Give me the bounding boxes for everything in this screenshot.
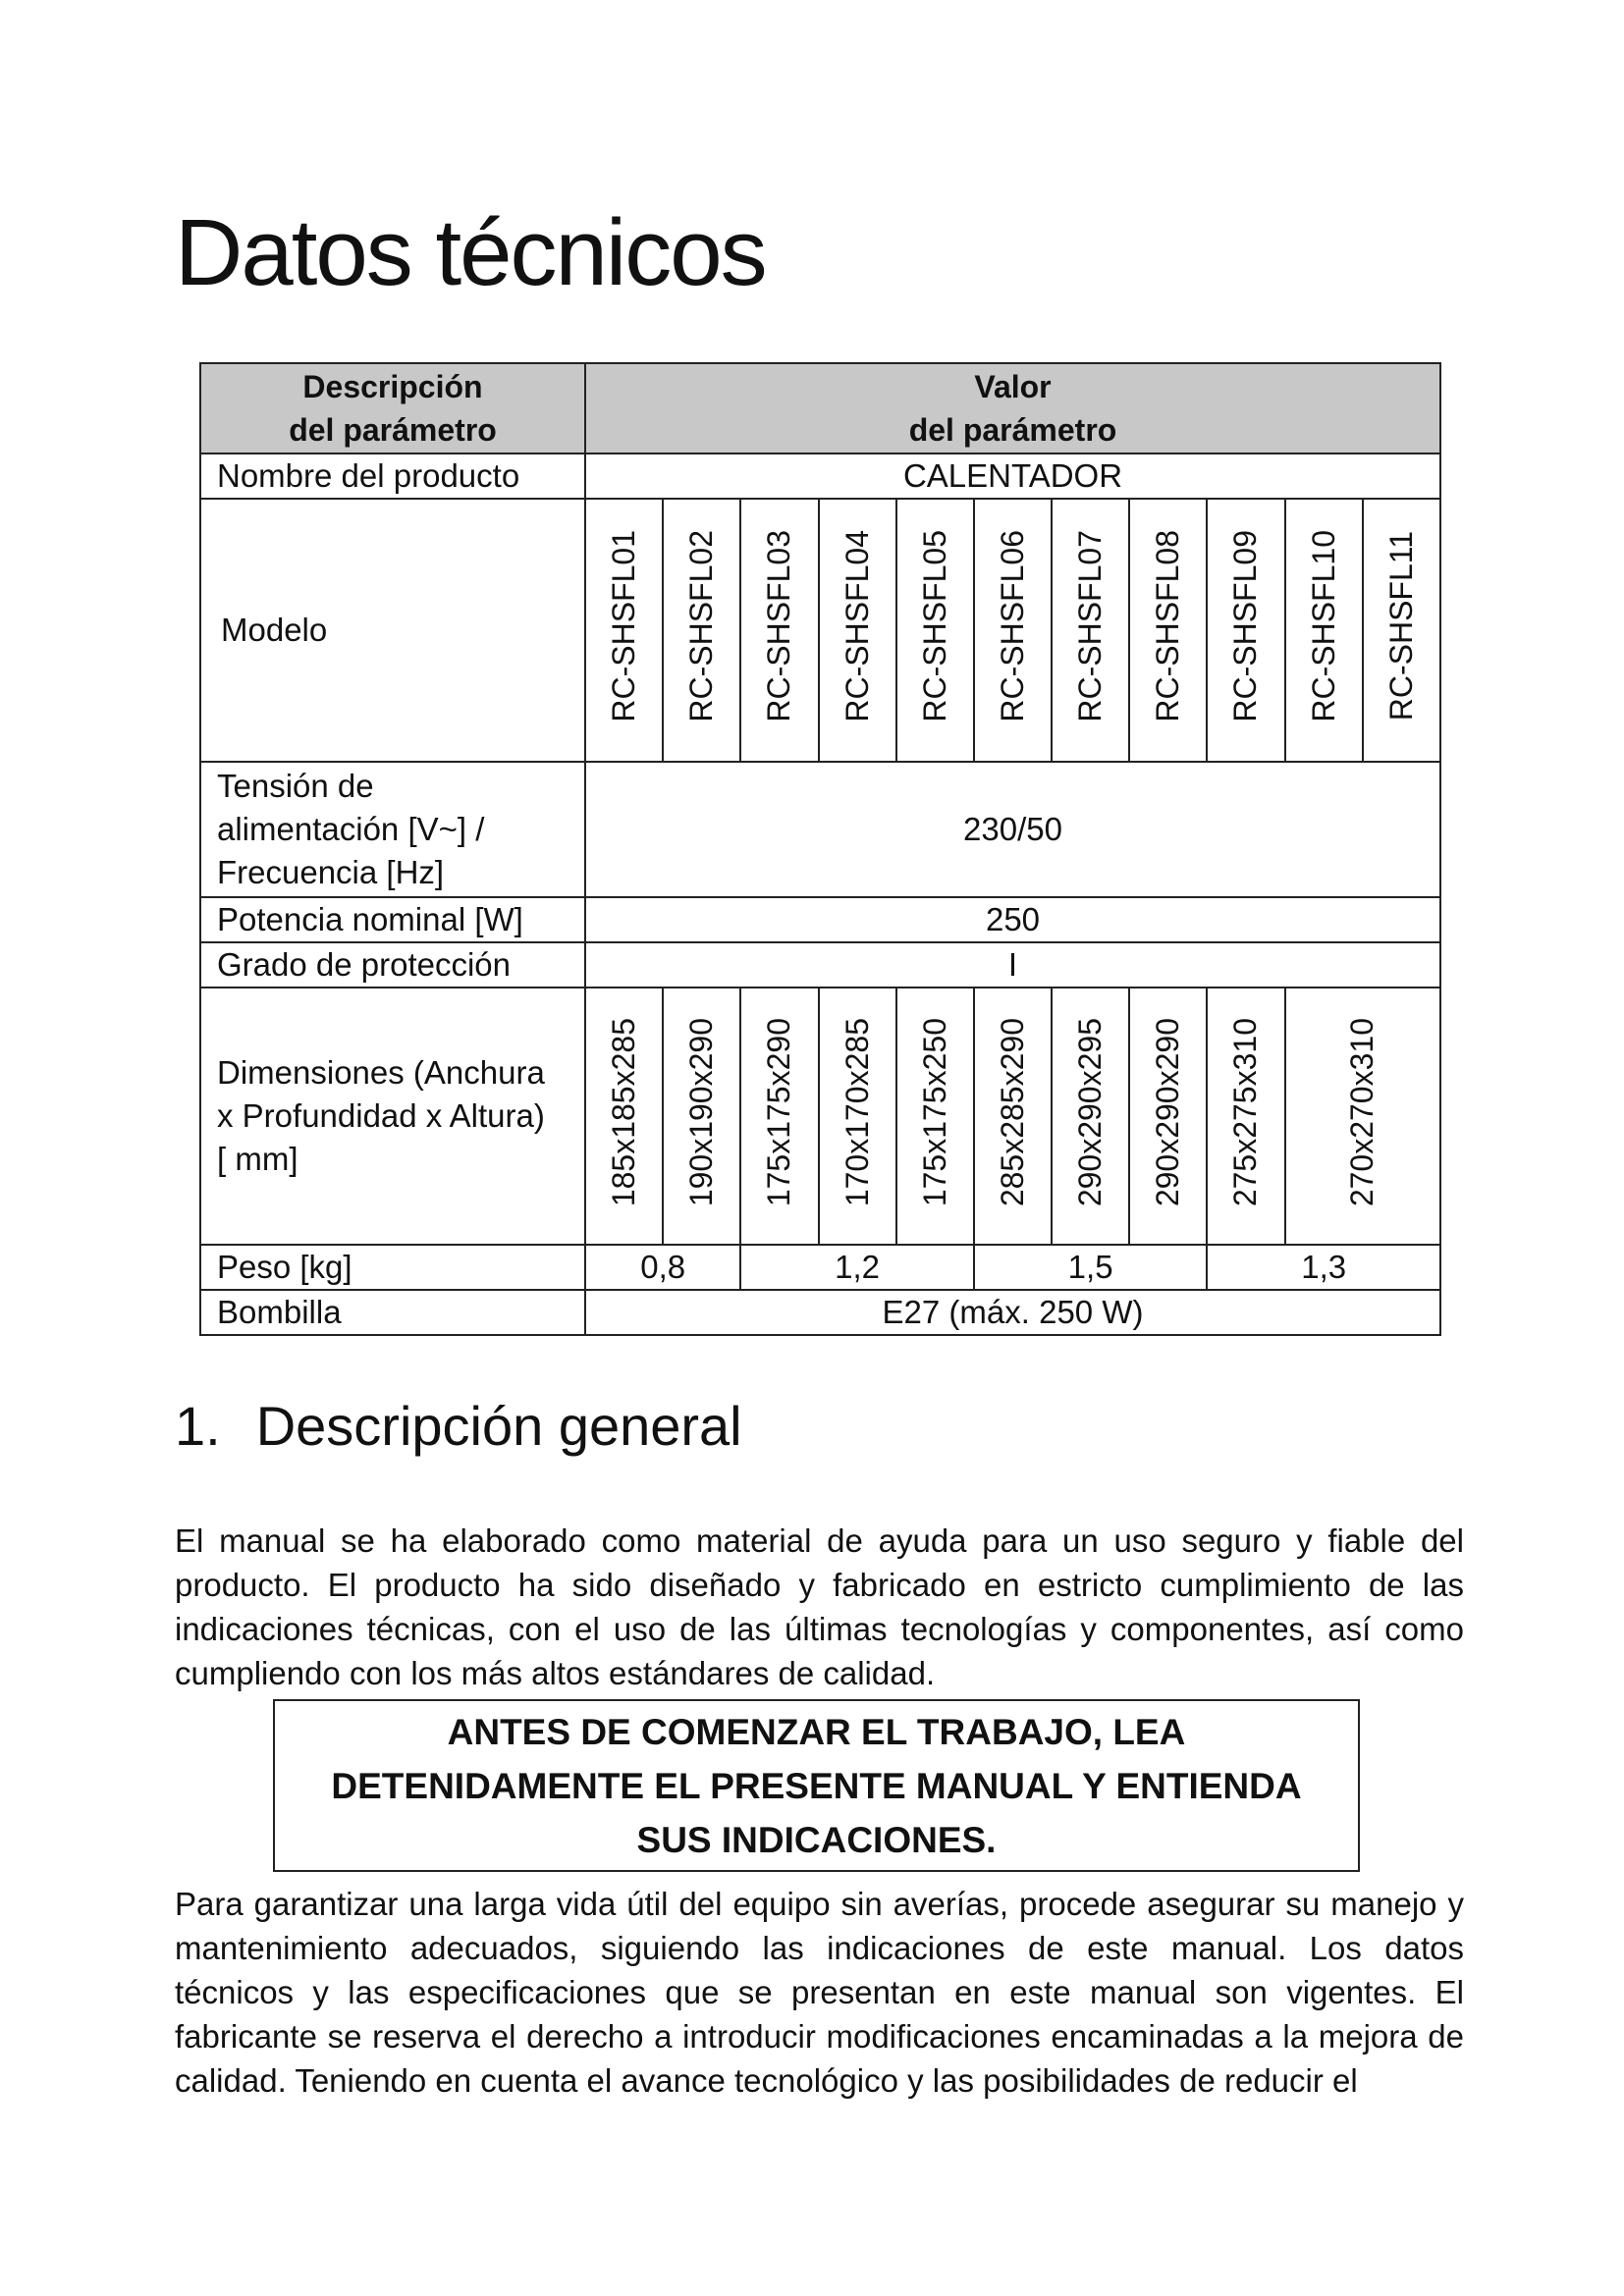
header-description (200, 363, 585, 454)
weight-row (200, 1245, 1440, 1290)
header-value (585, 363, 1440, 454)
model-value: RC-SHSFL07 (1072, 530, 1109, 722)
bulb-row (200, 1290, 1440, 1335)
dimension-cell (819, 988, 896, 1245)
dimension-value: 270x270x310 (1344, 1017, 1380, 1207)
dimension-cell (585, 988, 663, 1245)
dimension-value: 175x175x290 (761, 1017, 797, 1207)
dimension-cell (896, 988, 974, 1245)
dimension-cell (740, 988, 818, 1245)
dimensions-label (200, 988, 585, 1245)
weight-value: 1,3 (1207, 1245, 1440, 1290)
model-cell (1285, 499, 1363, 762)
model-value: RC-SHSFL05 (916, 530, 952, 722)
weight-label: Peso [kg] (200, 1245, 585, 1290)
dimensions-label-line3: [ mm] (217, 1141, 298, 1177)
header-description-line2: del parámetro (289, 412, 497, 448)
dimension-value: 285x285x290 (994, 1017, 1030, 1207)
dimension-cell (1129, 988, 1207, 1245)
model-value: RC-SHSFL02 (683, 530, 720, 722)
model-cell (1129, 499, 1207, 762)
technical-data-table (199, 362, 1441, 1336)
header-value-line2: del parámetro (908, 412, 1117, 448)
dimensions-label-line2: x Profundidad x Altura) (217, 1097, 545, 1134)
voltage-label-line3: Frecuencia [Hz] (217, 854, 445, 890)
model-value: RC-SHSFL01 (606, 530, 642, 722)
dimension-value: 290x290x290 (1150, 1017, 1186, 1207)
protection-row (200, 942, 1440, 988)
model-cell (819, 499, 896, 762)
notice-line1: ANTES DE COMENZAR EL TRABAJO, LEA (447, 1712, 1186, 1752)
dimension-value: 175x175x250 (916, 1017, 952, 1207)
dimension-cell (663, 988, 740, 1245)
maintenance-paragraph: Para garantizar una larga vida útil del equipo sin averías, procede asegurar su manejo y mantenimiento adecuados, siguiendo las indicaciones de este manual. Los datos técnicos y las especificaciones que se presentan en este manual son vigentes. El fabricante se reserva el derecho a introducir modificaciones encaminadas a la mejora de calidad. Teniendo en cuenta el avance tecnológico y las posibilidades de reducir el (175, 1886, 1464, 2099)
table-header-row (200, 363, 1440, 454)
dimension-value: 190x190x290 (683, 1017, 720, 1207)
product-name-label: Nombre del producto (200, 454, 585, 499)
dimension-value: 290x290x295 (1072, 1017, 1109, 1207)
dimension-cell (1052, 988, 1129, 1245)
power-label: Potencia nominal [W] (200, 897, 585, 942)
model-value: RC-SHSFL04 (839, 530, 875, 722)
section-heading (175, 1394, 742, 1458)
model-cell (663, 499, 740, 762)
product-name-value: CALENTADOR (585, 454, 1440, 499)
model-value: RC-SHSFL10 (1305, 530, 1341, 722)
dimension-cell (1207, 988, 1284, 1245)
section-number: 1. (175, 1395, 221, 1457)
model-cell (896, 499, 974, 762)
intro-paragraph: El manual se ha elaborado como material de ayuda para un uso seguro y fiable del producto. El producto ha sido diseñado y fabricado en estricto cumplimiento de las indicaciones técnicas, con el uso de las últimas tecnologías y componentes, así como cumpliendo con los más altos estándares de calidad. (175, 1522, 1464, 1691)
model-value: RC-SHSFL06 (994, 530, 1030, 722)
model-value: RC-SHSFL08 (1150, 530, 1186, 722)
model-value: RC-SHSFL03 (761, 530, 797, 722)
model-cell (1052, 499, 1129, 762)
notice-line3: SUS INDICACIONES. (636, 1820, 997, 1860)
weight-value: 0,8 (585, 1245, 740, 1290)
protection-value: I (585, 942, 1440, 988)
model-cell (585, 499, 663, 762)
model-cell (1363, 499, 1440, 762)
header-value-line1: Valor (974, 369, 1052, 404)
voltage-label-line1: Tensión de (217, 768, 374, 804)
voltage-row (200, 762, 1440, 897)
voltage-label-line2: alimentación [V~] / (217, 811, 485, 847)
voltage-value: 230/50 (585, 762, 1440, 897)
bulb-label: Bombilla (200, 1290, 585, 1335)
model-row (200, 499, 1440, 762)
model-label (200, 499, 585, 762)
weight-value: 1,2 (740, 1245, 974, 1290)
dimensions-row (200, 988, 1440, 1245)
weight-value: 1,5 (974, 1245, 1208, 1290)
header-description-line1: Descripción (302, 369, 483, 404)
power-row (200, 897, 1440, 942)
table-row (200, 454, 1440, 499)
dimensions-label-line1: Dimensiones (Anchura (217, 1054, 545, 1091)
model-value: RC-SHSFL09 (1227, 530, 1264, 722)
dimension-value: 170x170x285 (839, 1017, 875, 1207)
voltage-label (200, 762, 585, 897)
warning-notice-box (273, 1699, 1360, 1872)
model-cell (974, 499, 1052, 762)
section-title: Descripción general (255, 1395, 742, 1457)
power-value: 250 (585, 897, 1440, 942)
dimension-cell (974, 988, 1052, 1245)
model-cell (740, 499, 818, 762)
bulb-value: E27 (máx. 250 W) (585, 1290, 1440, 1335)
model-label-text: Modelo (221, 612, 328, 648)
page-title: Datos técnicos (175, 200, 766, 305)
protection-label: Grado de protección (200, 942, 585, 988)
notice-line2: DETENIDAMENTE EL PRESENTE MANUAL Y ENTIENDA (331, 1766, 1302, 1806)
model-value: RC-SHSFL11 (1382, 531, 1419, 721)
model-cell (1207, 499, 1284, 762)
dimension-cell (1285, 988, 1440, 1245)
dimension-value: 185x185x285 (606, 1017, 642, 1207)
dimension-value: 275x275x310 (1227, 1017, 1264, 1207)
